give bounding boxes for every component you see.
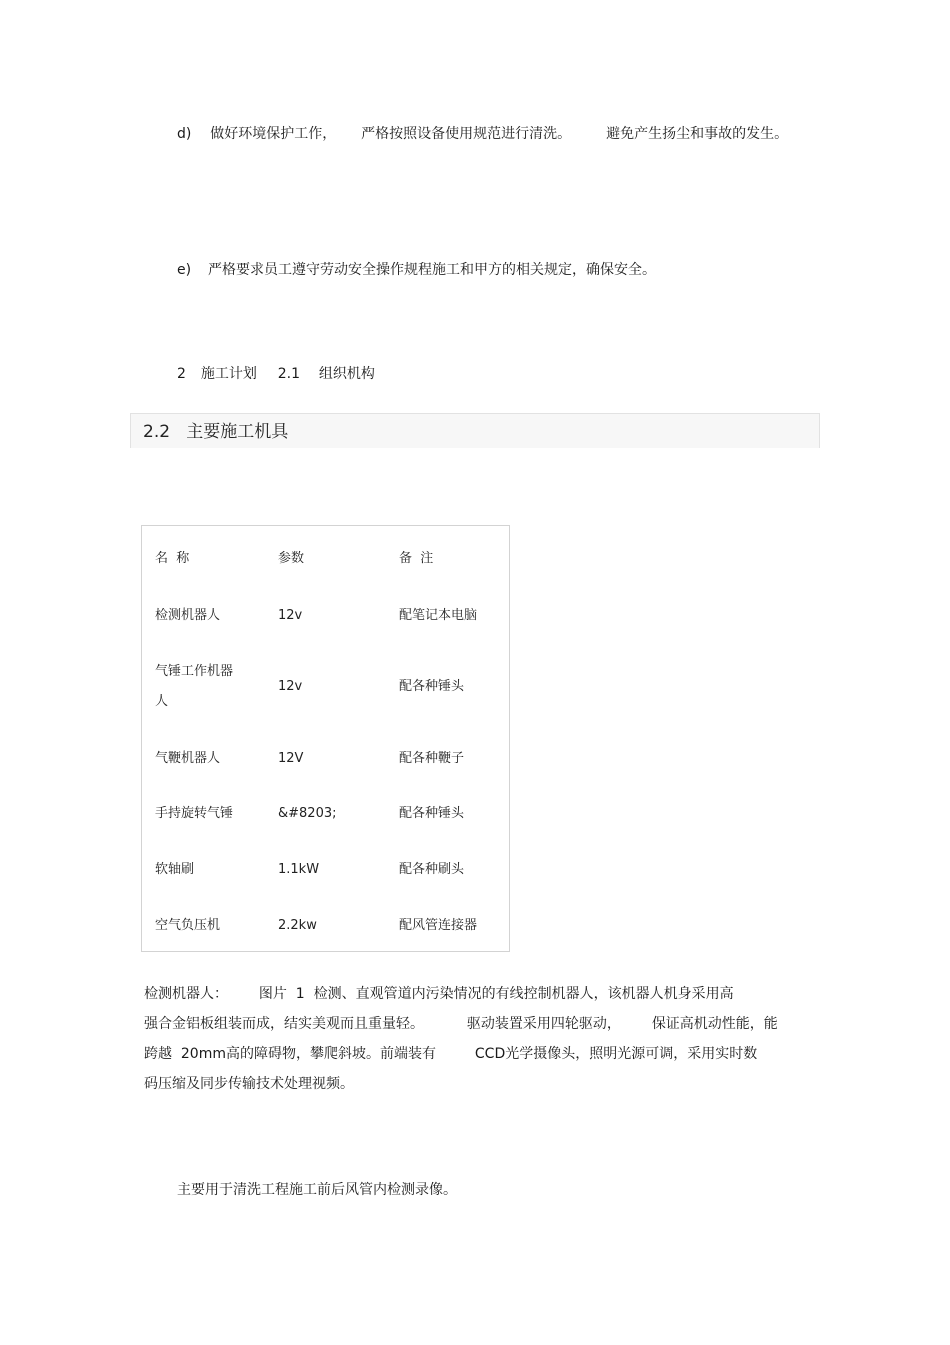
plan-heading-number: 2 <box>177 366 186 382</box>
table-cell-param: &#8203; <box>278 806 337 821</box>
list-marker-e: e) <box>177 262 192 278</box>
description-text: CCD光学摄像头，照明光源可调，采用实时数 <box>474 1046 758 1062</box>
paragraph-d <box>177 124 788 144</box>
paragraph-d-part1: 做好环境保护工作， <box>210 126 337 142</box>
table-cell-name: 空气负压机 <box>155 918 221 933</box>
section-header-bar <box>130 413 820 448</box>
list-marker-d: d) <box>177 126 192 142</box>
table-cell-name: 手持旋转气锤 <box>155 806 234 821</box>
table-cell-param: 12V <box>278 751 304 766</box>
table-cell-note: 配各种锤头 <box>399 679 465 694</box>
table-cell-name: 气鞭机器人 <box>155 751 221 766</box>
plan-heading <box>177 364 375 384</box>
table-cell-note: 配各种锤头 <box>399 806 465 821</box>
table-header-name: 名 称 <box>155 551 190 566</box>
table-header-note: 备 注 <box>399 551 434 566</box>
table-cell-param: 12v <box>278 679 303 694</box>
table-cell-note: 配笔记本电脑 <box>399 608 478 623</box>
description-text: 码压缩及同步传输技术处理视频。 <box>144 1076 354 1092</box>
table-cell-param: 2.2kw <box>278 918 317 933</box>
description-line-2 <box>144 1014 778 1034</box>
paragraph-e <box>177 260 656 280</box>
description-text: 图片 1 检测、直观管道内污染情况的有线控制机器人，该机器人机身采用高 <box>258 986 734 1002</box>
table-cell-name: 气锤工作机器 <box>155 664 234 679</box>
description-line-3 <box>144 1044 757 1064</box>
description-text: 驱动装置采用四轮驱动， <box>466 1016 621 1032</box>
description-text: 保证高机动性能，能 <box>651 1016 778 1032</box>
plan-subheading-number: 2.1 <box>277 366 300 382</box>
description-text: 跨越 20mm高的障碍物，攀爬斜坡。前端装有 <box>144 1046 436 1062</box>
table-cell-param: 12v <box>278 608 303 623</box>
table-cell-note: 配各种鞭子 <box>399 751 465 766</box>
usage-paragraph: 主要用于清洗工程施工前后风管内检测录像。 <box>177 1182 457 1198</box>
table-cell-note: 配风管连接器 <box>399 918 478 933</box>
table-cell-name: 软轴刷 <box>155 862 195 877</box>
description-text: 强合金铝板组装而成，结实美观而且重量轻。 <box>144 1016 424 1032</box>
plan-heading-title: 施工计划 <box>200 366 257 382</box>
paragraph-d-part3: 避免产生扬尘和事故的发生。 <box>606 126 789 142</box>
table-cell-note: 配各种刷头 <box>399 862 465 877</box>
equipment-table <box>141 525 510 952</box>
plan-subheading-title: 组织机构 <box>318 366 375 382</box>
paragraph-d-part2: 严格按照设备使用规范进行清洗。 <box>361 126 572 142</box>
table-header-param: 参数 <box>278 551 305 566</box>
description-label: 检测机器人： <box>144 986 228 1002</box>
description-line-1 <box>144 984 734 1004</box>
table-cell-name-cont: 人 <box>155 694 169 709</box>
paragraph-e-text: 严格要求员工遵守劳动安全操作规程施工和甲方的相关规定，确保安全。 <box>207 262 656 278</box>
description-line-4 <box>144 1074 354 1094</box>
section-title: 2.2 主要施工机具 <box>143 422 289 442</box>
table-cell-name: 检测机器人 <box>155 608 221 623</box>
table-cell-param: 1.1kW <box>278 862 320 877</box>
